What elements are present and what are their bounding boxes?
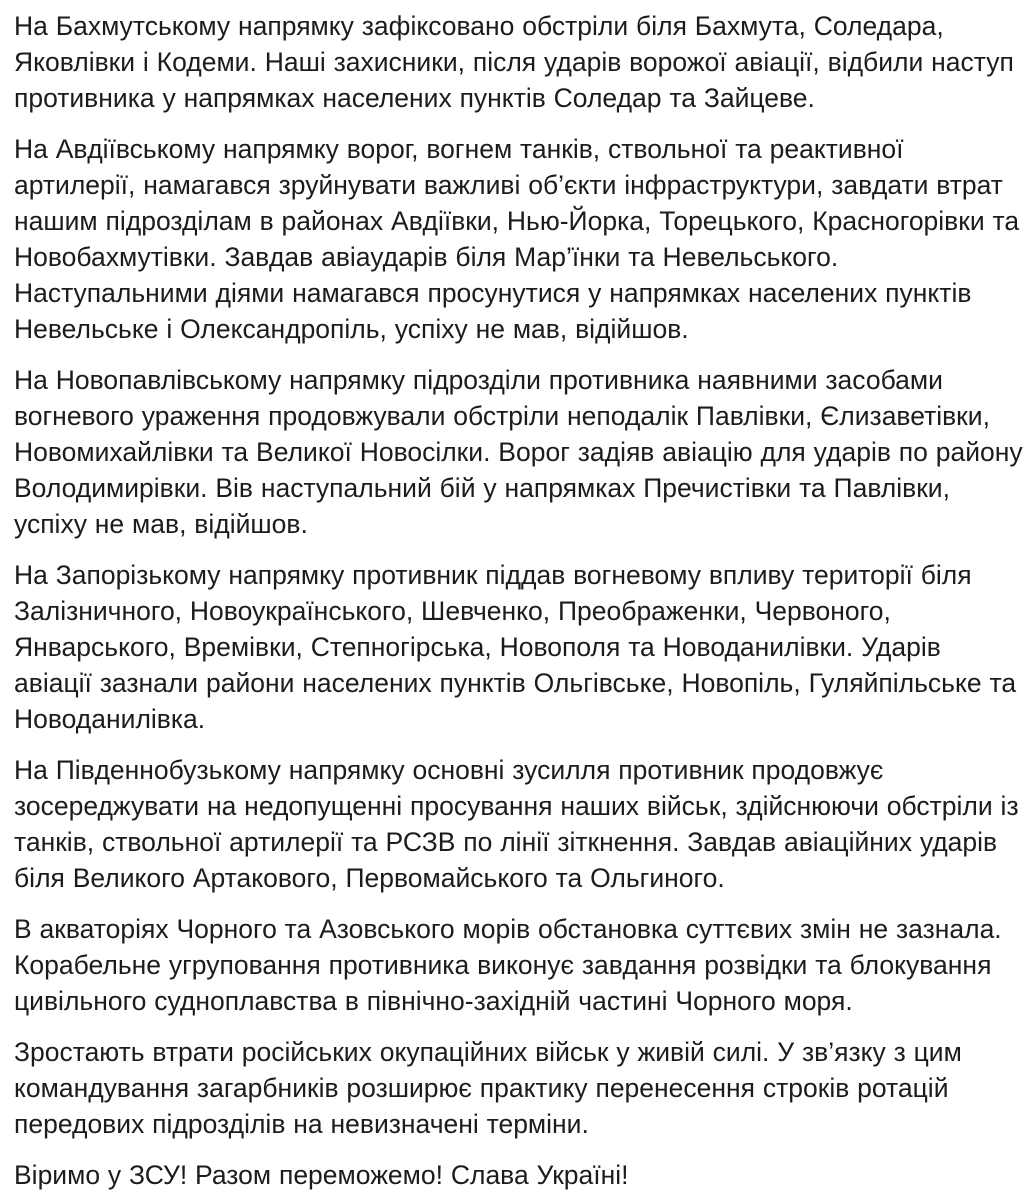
report-paragraph-novopavlivka-direction: На Новопавлівському напрямку підрозділи противника наявними засобами вогневого ураження продовжували обстріли неподалік Павлівки, Єлизаветівки, Новомихайлівки та Великої Новосілки. Ворог задіяв авіацію для ударів по району Володимирівки. Вів наступальний бій у напрямках Пречистівки та Павлівки, успіху не мав, відійшов. xyxy=(14,365,1023,539)
report-paragraph-black-azov-seas: В акваторіях Чорного та Азовського морів обстановка суттєвих змін не зазнала. Корабельне угруповання противника виконує завдання розвідки та блокування цивільного судноплавства в північно-західній частині Чорного моря. xyxy=(14,914,1002,1016)
report-paragraph-enemy-losses-rotation: Зростають втрати російських окупаційних військ у живій силі. У зв’язку з цим командування загарбників розширює практику перенесення строків ротацій передових підрозділів на невизначені терміни. xyxy=(14,1037,962,1139)
report-paragraph-bakhmut-direction: На Бахмутському напрямку зафіксовано обстріли біля Бахмута, Соледара, Яковлівки і Кодеми. Наші захисники, після ударів ворожої авіації, відбили наступ противника у напрямках населених пунктів Соледар та Зайцеве. xyxy=(14,11,1014,113)
report-paragraph-pivdennobuzkyi-direction: На Південнобузькому напрямку основні зусилля противник продовжує зосереджувати на недопущенні просування наших військ, здійснюючи обстріли із танків, ствольної артилерії та РСЗВ по лінії зіткнення. Завдав авіаційних ударів біля Великого Артакового, Первомайського та Ольгиного. xyxy=(14,755,1019,893)
report-closing-slogan: Віримо у ЗСУ! Разом переможемо! Слава Україні! xyxy=(14,1160,629,1190)
report-paragraph-zaporizhzhia-direction: На Запорізькому напрямку противник піддав вогневому впливу території біля Залізничного, Новоукраїнського, Шевченко, Преображенки, Червоного, Январського, Времівки, Степногірська, Новополя та Новоданилівки. Ударів авіації зазнали райони населених пунктів Ольгівське, Новопіль, Гуляйпільське та Новоданилівка. xyxy=(14,560,1017,734)
report-paragraph-avdiivka-direction: На Авдіївському напрямку ворог, вогнем танків, ствольної та реактивної артилерії, намагався зруйнувати важливі об’єкти інфраструктури, завдати втрат нашим підрозділам в районах Авдіївки, Нью-Йорка, Торецького, Красногорівки та Новобахмутівки. Завдав авіаударів біля Мар’їнки та Невельського. Наступальними діями намагався просунутися у напрямках населених пунктів Невельське і Олександропіль, успіху не мав, відійшов. xyxy=(14,134,1020,344)
